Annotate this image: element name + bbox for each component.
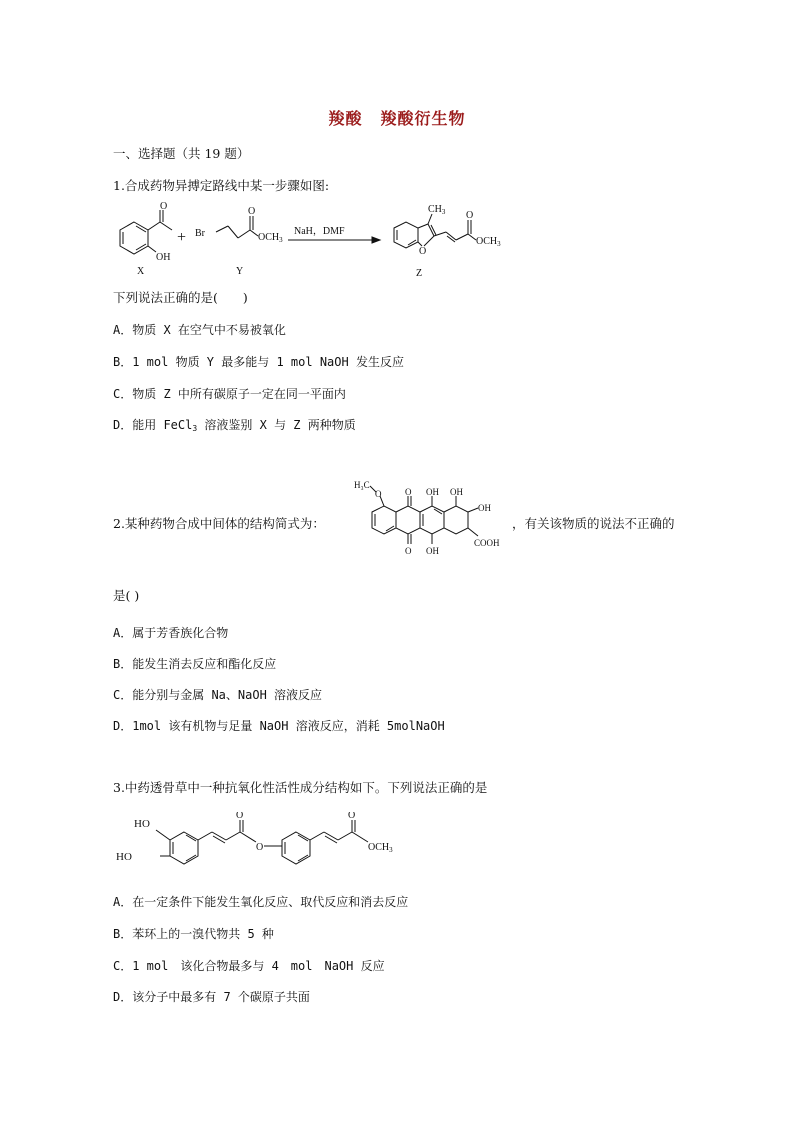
q2-oh-bottom: OH [426,546,439,556]
page-title [0,106,794,129]
q3-och3: $OCH_3$ [368,842,393,854]
q1-y-och3: $OCH_3$ [258,232,283,244]
q1-x-oh: OH [156,252,171,263]
q2-quinone-o-top: O [405,487,412,497]
q1-z-och3: $OCH_3$ [476,236,501,248]
q3-option-a: A．在一定条件下能发生氧化反应、取代反应和消去反应 [113,895,409,909]
q1-label-y: Y [236,266,244,277]
q2-stem-left: 2.某种药物合成中间体的结构简式为： [113,516,325,531]
q1-x-carbonyl-o: O [160,201,168,212]
q1-y-carbonyl-o: O [248,206,256,217]
title-part-1: 羧酸 [328,109,363,128]
q1-reagents: NaH，DMF [294,226,345,237]
q1-reaction-scheme [110,198,530,280]
q2-option-a: A．属于芳香族化合物 [113,626,229,640]
q1-z-carbonyl-o: O [466,210,474,221]
q1-option-a: A．物质 X 在空气中不易被氧化 [113,323,286,337]
q3-carbonyl-o-1: O [236,812,244,821]
q3-option-d: D．该分子中最多有 7 个碳原子共面 [113,990,310,1004]
q3-stem: 3.中药透骨草中一种抗氧化性活性成分结构如下。下列说法正确的是 [113,780,488,795]
q2-ch3: H₃C [354,480,370,490]
q1-label-x: X [137,266,145,277]
q3-carbonyl-o-2: O [348,812,356,821]
q3-structure [112,812,432,876]
q1-label-z: Z [416,268,423,279]
q1-prompt: 下列说法正确的是( ) [113,290,248,305]
q2-oh-ring-d: OH [450,487,463,497]
q2-quinone-o-bottom: O [405,546,412,556]
q1-plus: + [177,229,187,246]
q2-option-d: D．1mol 该有机物与足量 NaOH 溶液反应，消耗 5molNaOH [113,719,445,733]
q1-y-br: Br [195,228,205,239]
q2-structure [350,478,510,572]
q1-option-c: C．物质 Z 中所有碳原子一定在同一平面内 [113,387,346,401]
q2-cooh: COOH [474,538,500,548]
q1-z-ring-o: O [419,246,427,257]
q2-methoxy-o: O [375,489,382,499]
q2-stem-right: ，有关该物质的说法不正确的 [512,516,675,531]
q3-option-b: B．苯环上的一溴代物共 5 种 [113,927,274,941]
q1-stem: 1.合成药物异搏定路线中某一步骤如图: [113,178,330,193]
section-heading: 一、选择题（共 19 题） [113,146,250,161]
q3-ho-top: HO [134,818,150,830]
title-part-2: 羧酸衍生物 [380,109,466,128]
q1-z-ch3: $CH_3$ [428,204,446,216]
q2-oh-top: OH [426,487,439,497]
q2-option-c: C．能分别与金属 Na、NaOH 溶液反应 [113,688,323,702]
q3-ester-o: O [256,842,264,853]
q2-stem-continued: 是( ) [113,588,140,603]
q2-option-b: B．能发生消去反应和酯化反应 [113,657,277,671]
q1-option-b: B．1 mol 物质 Y 最多能与 1 mol NaOH 发生反应 [113,355,404,369]
q1-option-d: D．能用 FeCl$_3$ 溶液鉴别 X 与 Z 两种物质 [113,418,356,433]
q3-option-c: C．1 mol 该化合物最多与 4 mol NaOH 反应 [113,959,385,973]
q3-ho-bottom: HO [116,851,132,863]
q2-oh-quaternary: OH [478,503,491,513]
